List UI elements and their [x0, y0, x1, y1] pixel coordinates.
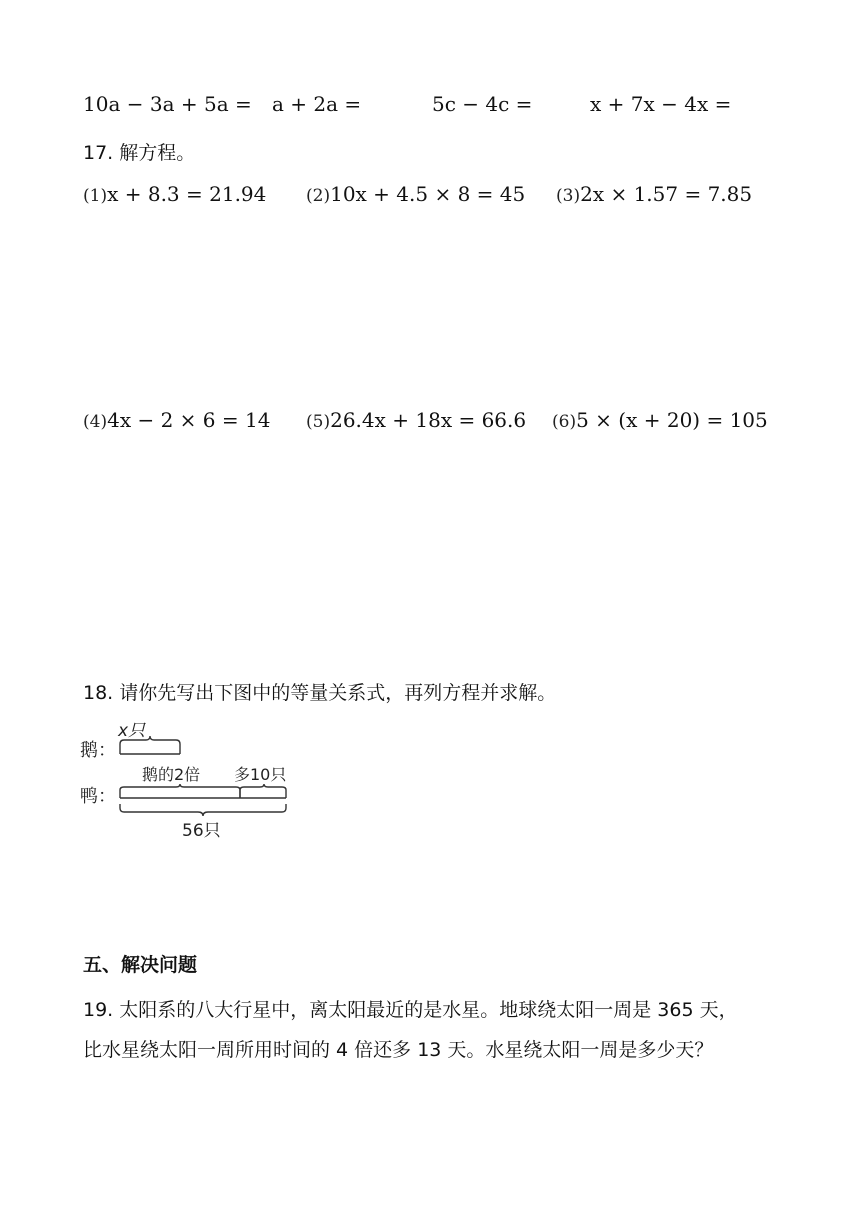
expr-1: 10a − 3a + 5a = [83, 92, 252, 116]
equation-text: 2x × 1.57 = 7.85 [580, 182, 753, 206]
equation-label: (6) [552, 412, 577, 432]
q19-problem [83, 990, 803, 1070]
equation-text: 5 × (x + 20) = 105 [576, 408, 768, 432]
equation-5 [306, 408, 526, 432]
section-heading: 五、解决问题 [83, 954, 198, 976]
q19-line-1: 19. 太阳系的八大行星中，离太阳最近的是水星。地球绕太阳一周是 365 天， [83, 999, 738, 1021]
expr-2: a + 2a = [272, 92, 362, 116]
equation-label: (1) [83, 186, 108, 206]
equation-4 [83, 408, 270, 432]
twice-goose-label: 鹅的2倍 [142, 765, 201, 784]
expr-4: x + 7x − 4x = [590, 92, 732, 116]
bar-diagram [78, 714, 318, 844]
duck-label: 鸭： [80, 786, 116, 807]
equation-text: 4x − 2 × 6 = 14 [107, 408, 271, 432]
total-brace [120, 804, 286, 816]
more-ten-label: 多10只 [234, 765, 287, 784]
equation-6 [552, 408, 768, 432]
q17-title: 17. 解方程。 [83, 142, 196, 164]
extra-brace [240, 784, 286, 798]
equation-label: (3) [556, 186, 581, 206]
equation-1 [83, 182, 266, 206]
equation-text: 26.4x + 18x = 66.6 [330, 408, 527, 432]
q19-line-2: 比水星绕太阳一周所用时间的 4 倍还多 13 天。水星绕太阳一周是多少天？ [83, 1039, 714, 1061]
twice-brace [120, 784, 240, 798]
q18-title: 18. 请你先写出下图中的等量关系式，再列方程并求解。 [83, 682, 557, 704]
equation-label: (2) [306, 186, 331, 206]
total-label: 56只 [182, 821, 221, 841]
equation-label: (4) [83, 412, 108, 432]
equation-2 [306, 182, 525, 206]
equation-3 [556, 182, 752, 206]
equation-text: x + 8.3 = 21.94 [107, 182, 267, 206]
expr-3: 5c − 4c = [432, 92, 533, 116]
equation-label: (5) [306, 412, 331, 432]
goose-count-label: x只 [118, 721, 146, 741]
goose-label: 鹅： [80, 740, 116, 761]
equation-text: 10x + 4.5 × 8 = 45 [330, 182, 526, 206]
